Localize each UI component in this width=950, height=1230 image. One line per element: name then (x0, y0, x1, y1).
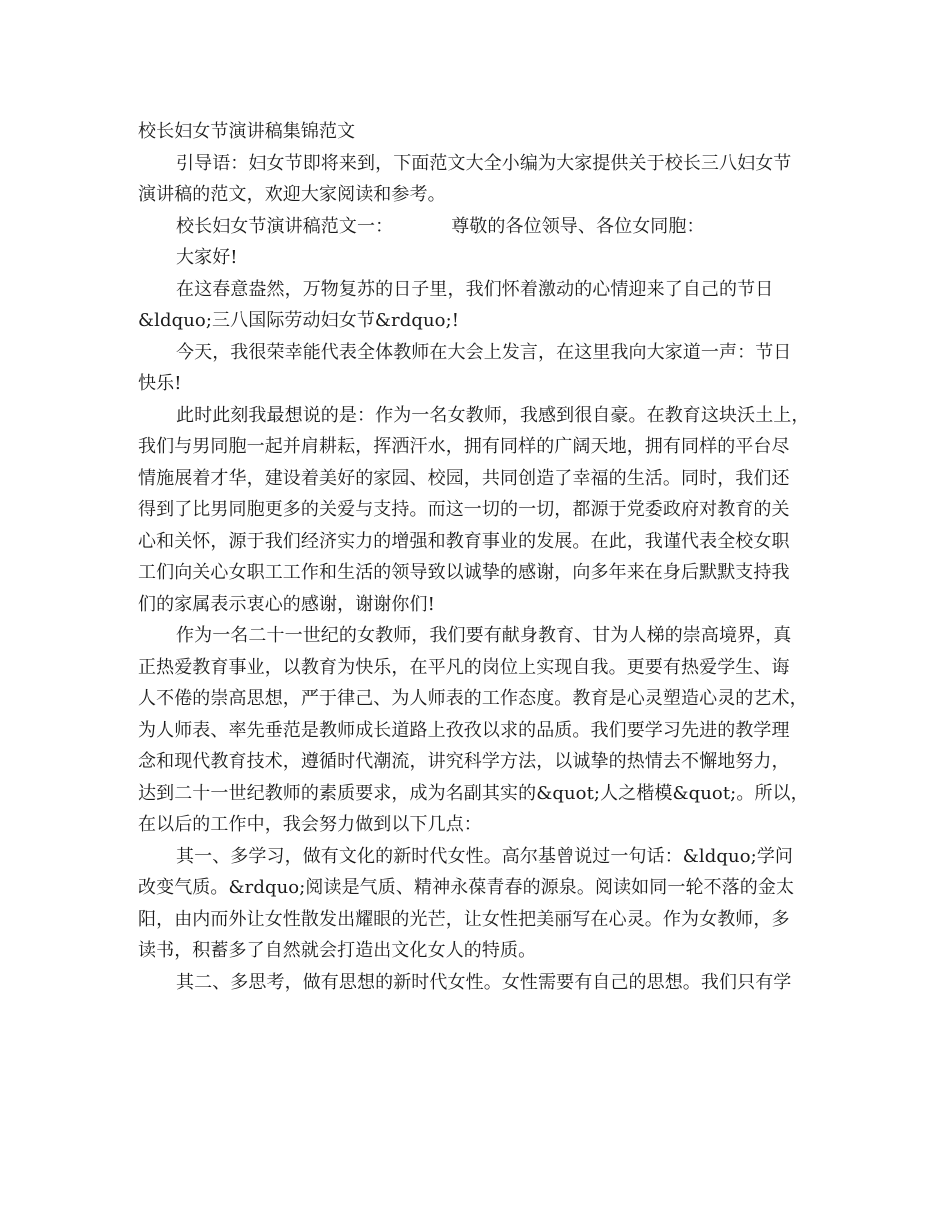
paragraph-line: 念和现代教育技术，遵循时代潮流，讲究科学方法，以诚挚的热情去不懈地努力， (138, 751, 790, 772)
paragraph-line: 其一、多学习，做有文化的新时代女性。高尔基曾说过一句话：&ldquo;学问 (176, 845, 794, 867)
document-title: 校长妇女节演讲稿集锦范文 (138, 121, 356, 142)
paragraph-line: 其二、多思考，做有思想的新时代女性。女性需要有自己的思想。我们只有学 (176, 971, 792, 993)
paragraph-line: 工们向关心女职工工作和生活的领导致以诚挚的感谢，向多年来在身后默默支持我 (138, 562, 790, 583)
speech-subtitle: 校长妇女节演讲稿范文一： (176, 215, 394, 237)
paragraph-line: &ldquo;三八国际劳动妇女节&rdquo;! (138, 310, 460, 331)
paragraph-line: 今天，我很荣幸能代表全体教师在大会上发言，在这里我向大家道一声：节日 (176, 341, 792, 363)
paragraph-line: 达到二十一世纪教师的素质要求，成为名副其实的&quot;人之楷模&quot;。所以， (138, 782, 809, 804)
paragraph-line: 作为一名二十一世纪的女教师，我们要有献身教育、甘为人梯的崇高境界，真 (176, 625, 792, 646)
paragraph-line: 此时此刻我最想说的是：作为一名女教师，我感到很自豪。在教育这块沃土上， (176, 404, 810, 426)
paragraph-line: 人不倦的崇高思想，严于律己、为人师表的工作态度。教育是心灵塑造心灵的艺术， (138, 688, 808, 709)
paragraph-line: 为人师表、率先垂范是教师成长道路上孜孜以求的品质。我们要学习先进的教学理 (138, 719, 790, 741)
paragraph-line: 改变气质。&rdquo;阅读是气质、精神永葆青春的源泉。阅读如同一轮不落的金太 (138, 877, 795, 898)
document-page (138, 116, 818, 998)
intro-line: 引导语：妇女节即将来到，下面范文大全小编为大家提供关于校长三八妇女节 (176, 152, 792, 174)
paragraph-line: 们的家属表示衷心的感谢，谢谢你们! (138, 593, 435, 615)
paragraph-line: 我们与男同胞一起并肩耕耘，挥洒汗水，拥有同样的广阔天地，拥有同样的平台尽 (138, 436, 790, 457)
intro-line: 演讲稿的范文，欢迎大家阅读和参考。 (138, 184, 446, 205)
paragraph-line: 读书，积蓄多了自然就会打造出文化女人的特质。 (138, 940, 537, 961)
paragraph-line: 正热爱教育事业，以教育为快乐，在平凡的岗位上实现自我。更要有热爱学生、诲 (138, 656, 790, 678)
greeting: 大家好! (176, 247, 238, 268)
paragraph-line: 得到了比男同胞更多的关爱与支持。而这一切的一切，都源于党委政府对教育的关 (138, 499, 790, 520)
paragraph-line: 快乐! (138, 373, 182, 394)
subtitle-line (138, 211, 818, 243)
paragraph-line: 阳，由内而外让女性散发出耀眼的光芒，让女性把美丽写在心灵。作为女教师，多 (138, 908, 790, 930)
salutation: 尊敬的各位领导、各位女同胞： (451, 215, 705, 237)
paragraph-line: 心和关怀，源于我们经济实力的增强和教育事业的发展。在此，我谨代表全校女职 (138, 530, 790, 552)
paragraph-line: 在以后的工作中，我会努力做到以下几点： (138, 814, 482, 835)
paragraph-line: 情施展着才华，建设着美好的家园、校园，共同创造了幸福的生活。同时，我们还 (138, 467, 790, 489)
paragraph-line: 在这春意盎然，万物复苏的日子里，我们怀着激动的心情迎来了自己的节日 (176, 278, 774, 300)
